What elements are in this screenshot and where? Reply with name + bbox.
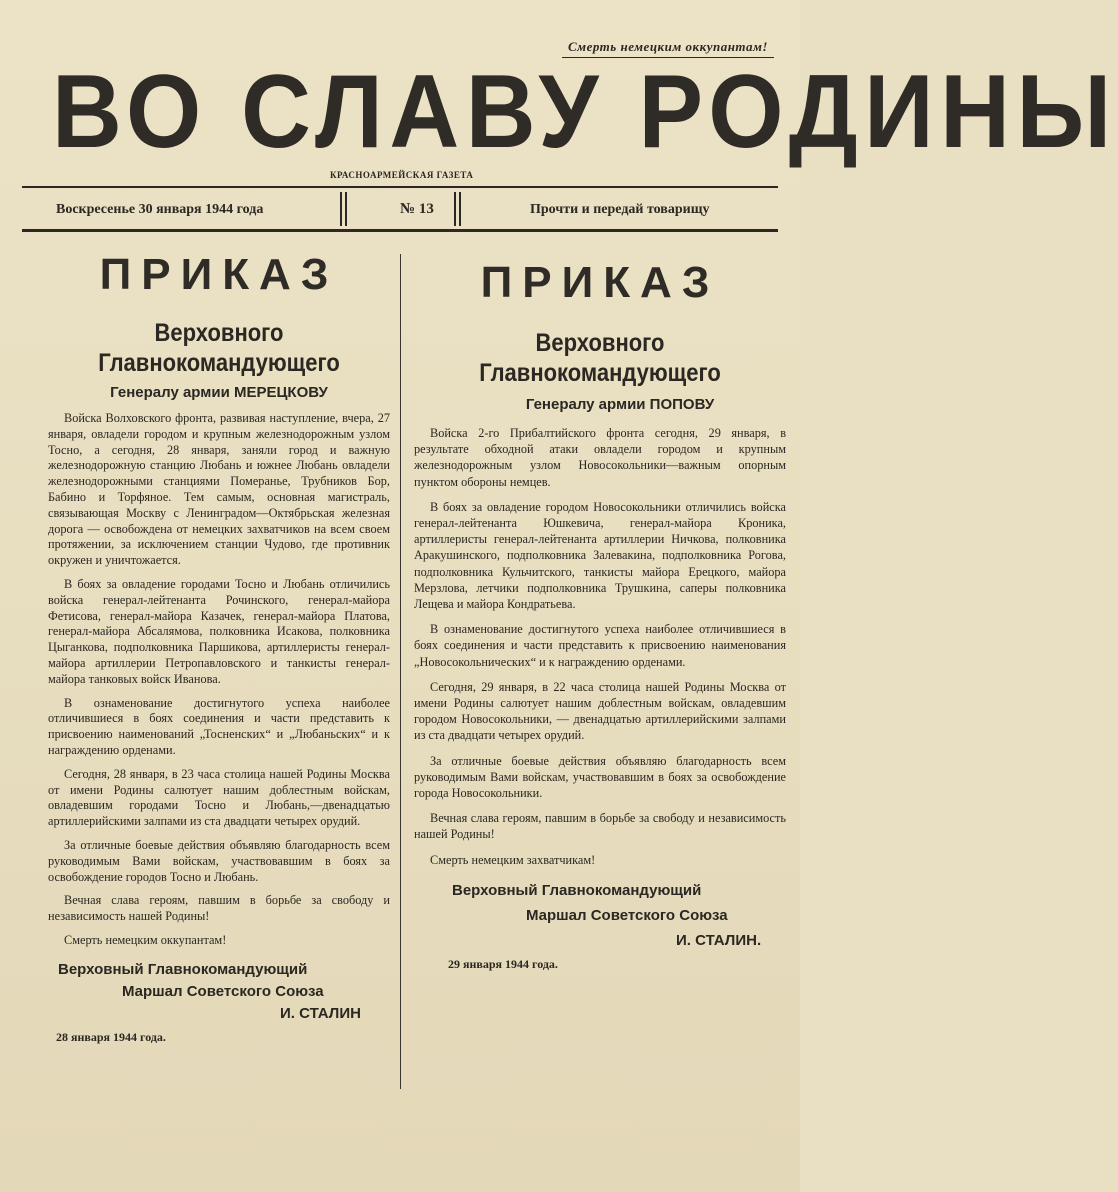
signature-name: И. СТАЛИН.: [676, 931, 762, 949]
header-rule-top: [22, 186, 778, 188]
header-slogan: Смерть немецким оккупантам!: [562, 37, 774, 58]
signature-rank: Маршал Советского Союза: [122, 982, 324, 1000]
order-paragraph: За отличные боевые действия объявляю благодарность всем руководимым Вами войскам, участвовавшим в боях за освобождение городов Тосно и Любань.: [48, 837, 390, 884]
order-popov: [414, 250, 786, 972]
order-addressee: Генералу армии МЕРЕЦКОВУ: [110, 384, 328, 401]
order-paragraph: Смерть немецким оккупантам!: [64, 932, 227, 947]
signature-rank: Маршал Советского Союза: [526, 906, 728, 924]
order-addressee: Генералу армии ПОПОВУ: [525, 396, 715, 413]
order-body: [48, 411, 390, 949]
order-heading: ПРИКАЗ: [480, 258, 720, 307]
newspaper-title: ВО СЛАВУ РОДИНЫ: [52, 54, 1118, 170]
signature-name: И. СТАЛИН: [280, 1004, 361, 1022]
signature-block: [414, 882, 786, 949]
info-separator: [340, 192, 347, 226]
column-divider: [400, 254, 401, 1089]
order-merekov: [48, 250, 390, 1045]
info-separator: [454, 192, 461, 226]
info-bar: [22, 192, 778, 226]
order-paragraph: Войска Волховского фронта, развивая наступление, вчера, 27 января, овладели городом и крупным железнодорожным узлом Тосно, а сегодня, 28 января, заняли город и важную железнодорожную станцию Любань и южнее Любань овладели железнодорожными станциями Померанье, Трубников Бор, Бабино и Торфяное. Тем самым, основная магистраль, связывающая Москву с Ленинградом—Октябрьская железная дорога — освобождена от немецких захватчиков на всем своем протяжении, за исключением станции Чудово, где противник окружен и уничтожается.: [48, 411, 390, 568]
order-paragraph: Вечная слава героям, павшим в борьбе за свободу и независимость нашей Родины!: [414, 811, 786, 842]
order-paragraph: Войска 2-го Прибалтийского фронта сегодня, 29 января, в результате обходной атаки овладели городом и крупным железнодорожным узлом Новосокольники—важным опорным пунктом обороны немцев.: [414, 426, 786, 489]
order-paragraph: В ознаменование достигнутого успеха наиболее отличившиеся в боях соединения и части представить к присвоению наименования „Новосокольнических“ и к награждению орденами.: [414, 622, 786, 669]
issue-date: Воскресенье 30 января 1944 года: [56, 202, 264, 217]
header-rule-bottom: [22, 229, 778, 232]
order-paragraph: Смерть немецким захватчикам!: [430, 852, 596, 867]
pass-on-note: Прочти и передай товарищу: [530, 202, 710, 217]
signature-title: Верховный Главнокомандующий: [58, 960, 308, 978]
order-from: Верховного Главнокомандующего: [98, 318, 340, 377]
order-paragraph: Сегодня, 28 января, в 23 часа столица нашей Родины Москва от имени Родины салютует нашим доблестным войскам, овладевшим городами Тосно и Любань,—двенадцатью артиллерийскими залпами из ста двадцати четырех орудий.: [48, 766, 390, 829]
order-paragraph: За отличные боевые действия объявляю благодарность всем руководимым Вами войскам, участвовавшим в боях за освобождение города Новосокольники.: [414, 753, 786, 801]
signature-title: Верховный Главнокомандующий: [452, 881, 702, 899]
order-from: Верховного Главнокомандующего: [479, 328, 721, 387]
order-paragraph: В боях за овладение городами Тосно и Любань отличились войска генерал-лейтенанта Рочинского, генерал-майора Фетисова, генерал-майора Казачек, генерал-майора Платова, генерал-майора Абсалямова, полковника Исакова, полковника Цыганкова, подполковника Паршикова, артиллеристы генерал-майора артиллерии Петропавловского и танкисты генерал-майора танковых войск Иванова.: [48, 576, 390, 686]
newspaper-subtitle: КРАСНОАРМЕЙСКАЯ ГАЗЕТА: [330, 170, 474, 180]
signature-block: [48, 961, 390, 1022]
order-heading: ПРИКАЗ: [99, 250, 339, 299]
order-paragraph: Сегодня, 29 января, в 22 часа столица нашей Родины Москва от имени Родины салютует нашим доблестным войскам, овладевшим городом Новосокольники, — двенадцатью артиллерийскими залпами из ста двадцати четырех орудий.: [414, 679, 786, 743]
order-date: 29 января 1944 года.: [448, 956, 558, 971]
order-date: 28 января 1944 года.: [56, 1029, 166, 1044]
order-paragraph: В ознаменование достигнутого успеха наиболее отличившиеся в боях соединения и части представить к присвоению наименований „Тосненских“ и „Любаньских“ и к награждению орденами.: [48, 695, 390, 757]
order-paragraph: В боях за овладение городом Новосокольники отличились войска генерал-лейтенанта Юшкевича, генерал-майора Кроника, артиллеристы генерал-лейтенанта артиллерии Ничкова, полковника Аракушинского, подполковника Залевакина, подполковника Рогова, подполковника Кульчитского, танкисты майора Ерецкого, майора Мерзлова, летчики подполковника Трушкина, саперы полковника Лещева и майора Кондратьева.: [414, 499, 786, 612]
order-paragraph: Вечная слава героям, павшим в борьбе за свободу и независимость нашей Родины!: [48, 893, 390, 924]
order-body: [414, 425, 786, 868]
issue-number: № 13: [400, 201, 434, 217]
